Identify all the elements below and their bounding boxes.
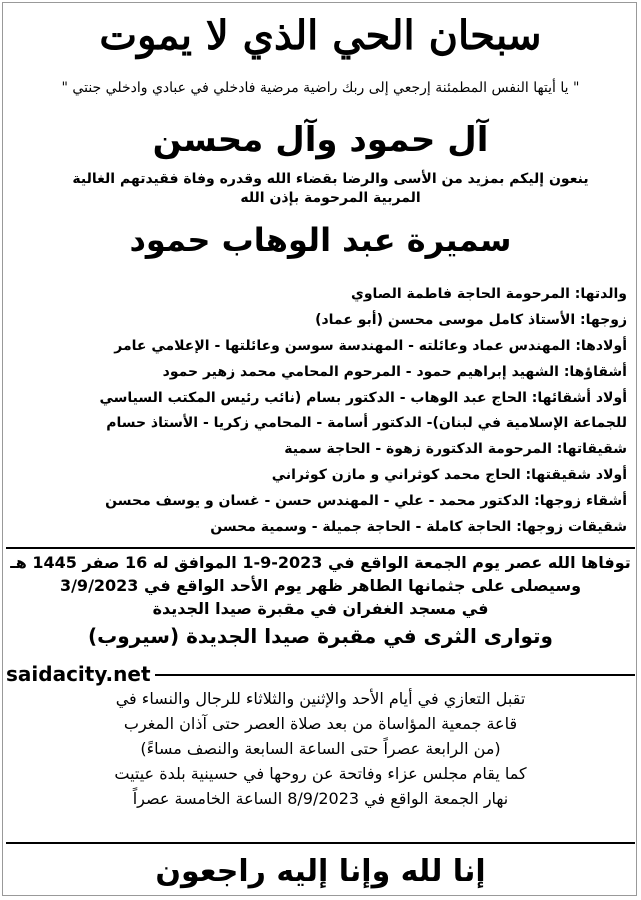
closing-phrase: إنا لله وإنا إليه راجعون [155,854,486,889]
relatives-list [6,282,627,541]
relative-line: أشقاؤها: الشهيد إبراهيم حمود - المرحوم المحامي محمد زهير حمود [162,363,627,380]
family-name: آل حمود وآل محسن [152,120,489,160]
quran-verse: " يا أيتها النفس المطمئنة إرجعي إلى ربك راضية مرضية فادخلي في عبادي وادخلي جنتي " [61,80,580,96]
condolence-line: قاعة جمعية المؤاساة من بعد صلاة العصر حتى آذان المغرب [123,714,518,733]
relative-line: أولادها: المهندس عماد وعائلته - المهندسة سوسن وعائلتها - الإعلامي عامر [114,337,627,354]
condolence-line: نهار الجمعة الواقع في 8/9/2023 الساعة الخامسة عصراً [132,789,509,808]
burial-line: وتوارى الثرى في مقبرة صيدا الجديدة (سيروب) [88,624,553,648]
intro-line: ينعون إليكم بمزيد من الأسى والرضا بقضاء الله وقدره وفاة فقيدتهم الغالية [72,171,589,187]
funeral-line: توفاها الله عصر يوم الجمعة الواقع في 2023-9-1 الموافق له 16 صفر 1445 هـ [10,553,631,572]
intro-text [40,170,621,208]
deceased-name: سميرة عبد الوهاب حمود [129,221,512,259]
relative-line: شقيقاتها: المرحومة الدكتورة زهوة - الحاجة سمية [284,441,627,458]
funeral-line: في مسجد الغفران في مقبرة صيدا الجديدة [152,599,489,618]
divider [6,842,635,844]
watermark-site: saidacity.net [6,660,155,688]
funeral-line: وسيصلى على جثمانها الطاهر ظهر يوم الأحد الواقع في 3/9/2023 [59,576,582,595]
calligraphy-title: سبحان الحي الذي لا يموت [99,12,542,59]
condolence-details [0,686,641,811]
relative-line: أولاد أشقائها: الحاج عبد الوهاب - الدكتور بسام (نائب رئيس المكتب السياسي [99,389,627,406]
condolence-line: كما يقام مجلس عزاء وفاتحة عن روحها في حسينية بلدة عيتيت [114,764,527,783]
intro-line: المربية المرحومة بإذن الله [240,190,421,206]
funeral-details [0,551,641,652]
divider [6,547,635,549]
relative-line: أولاد شقيقتها: الحاج محمد كوثراني و مازن كوثراني [271,467,627,484]
relative-line: أشقاء زوجها: الدكتور محمد - علي - المهندس حسن - غسان و يوسف محسن [105,493,627,510]
condolence-line: (من الرابعة عصراً حتى الساعة السابعة والنصف مساءً) [140,739,501,758]
relative-line: شقيقات زوجها: الحاجة كاملة - الحاجة جميلة - وسمية محسن [210,519,627,536]
relative-line: والدتها: المرحومة الحاجة فاطمة الصاوي [351,286,627,302]
condolence-line: تقبل التعازي في أيام الأحد والإثنين والثلاثاء للرجال والنساء في [115,689,526,708]
relative-line: للجماعة الإسلامية في لبنان)- الدكتور أسامة - المحامي زكريا - الأستاذ حسام [106,415,627,432]
relative-line: زوجها: الأستاذ كامل موسى محسن (أبو عماد) [315,311,627,328]
divider [150,674,635,676]
